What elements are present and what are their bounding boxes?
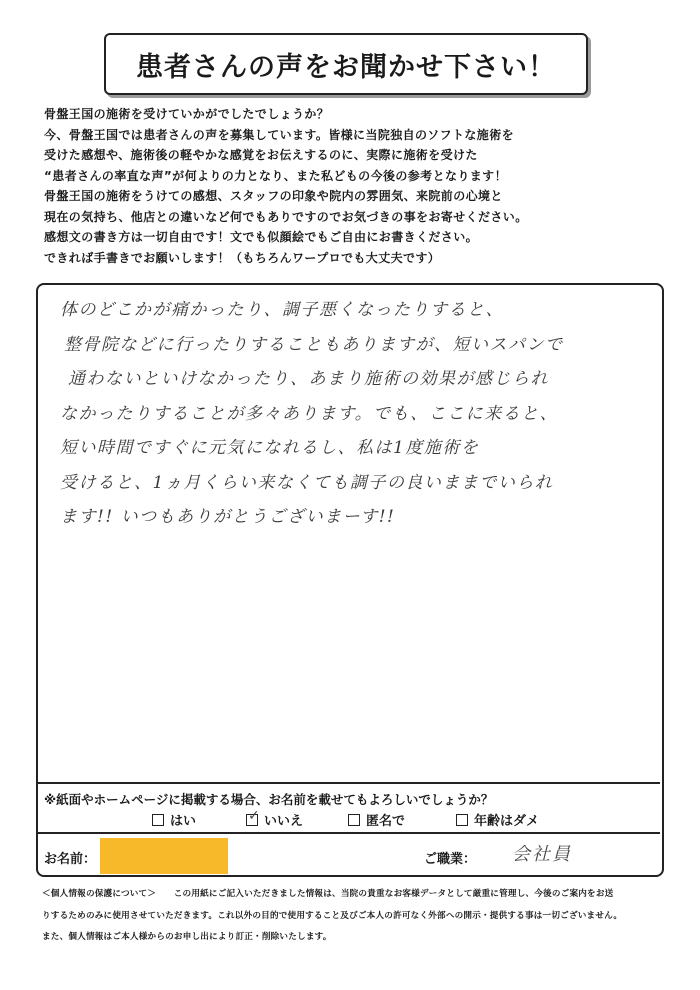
privacy-line: りするためのみに使用させていただきます。これ以外の目的で使用すること及びご本人の許可なく外部への開示・提供する事は一切ございません。 bbox=[42, 910, 623, 921]
option-label: いいえ bbox=[264, 814, 304, 829]
name-redaction bbox=[100, 838, 228, 874]
comment-line: 受けると、1ヵ月くらい来なくても調子の良いままでいられ bbox=[60, 472, 554, 493]
option-label: はい bbox=[170, 814, 197, 829]
consent-options bbox=[0, 807, 700, 830]
intro-text bbox=[44, 104, 674, 268]
occupation-value: 会社員 bbox=[512, 844, 572, 865]
intro-line: 骨盤王国の施術をうけての感想、スタッフの印象や院内の雰囲気、来院前の心境と bbox=[44, 189, 503, 203]
intro-line: 受けた感想や、施術後の軽やかな感覚をお伝えするのに、実際に施術を受けた bbox=[44, 148, 478, 162]
handwritten-comment bbox=[60, 293, 660, 535]
intro-line: 現在の気持ち、他店との違いなど何でもありですのでお気づきの事をお寄せください。 bbox=[44, 209, 528, 224]
privacy-line: ＜個人情報の保護について＞ この用紙にご記入いただきました情報は、当院の貴重なお客様データとして厳重に管理し、今後のご案内をお送 bbox=[42, 889, 614, 899]
option-anonymous[interactable] bbox=[348, 810, 405, 829]
comment-line: 整骨院などに行ったりすることもありますが、短いスパンで bbox=[64, 334, 564, 355]
consent-question: ※紙面やホームページに掲載する場合、お名前を載せてもよろしいでしょうか？ bbox=[44, 792, 494, 807]
checkbox[interactable] bbox=[246, 807, 260, 826]
option-iie[interactable] bbox=[246, 807, 304, 829]
option-no-age[interactable] bbox=[456, 810, 539, 829]
divider bbox=[36, 782, 660, 784]
intro-line: 今、骨盤王国では患者さんの声を募集しています。皆様に当院独自のソフトな施術を bbox=[44, 127, 515, 142]
check-mark-icon: ✓ bbox=[248, 807, 260, 824]
intro-line: 感想文の書き方は一切自由です！文でも似顔絵でもご自由にお書きください。 bbox=[44, 230, 479, 244]
privacy-notice bbox=[42, 884, 662, 949]
occupation-label: ご職業： bbox=[424, 852, 477, 867]
name-label: お名前： bbox=[44, 852, 97, 867]
page-title: 患者さんの声をお聞かせ下さい！ bbox=[136, 51, 556, 83]
intro-line: 骨盤王国の施術を受けていかがでしたでしょうか？ bbox=[44, 107, 330, 121]
comment-line: ます!! いつもありがとうございまーす!! bbox=[60, 507, 396, 527]
option-label: 匿名で bbox=[366, 814, 406, 829]
comment-line: なかったりすることが多々あります。でも、ここに来ると、 bbox=[60, 403, 559, 424]
divider bbox=[36, 832, 660, 834]
intro-line: “患者さんの率直な声”が何よりの力となり、また私どもの今後の参考となります！ bbox=[44, 168, 507, 183]
checkbox[interactable] bbox=[456, 814, 468, 826]
intro-line: できれば手書きでお願いします！（もちろんワープロでも大丈夫です） bbox=[44, 250, 441, 265]
checkbox[interactable] bbox=[152, 814, 164, 826]
comment-line: 通わないといけなかったり、あまり施術の効果が感じられ bbox=[68, 369, 549, 389]
title-box bbox=[104, 33, 588, 95]
option-label: 年齢はダメ bbox=[474, 814, 540, 829]
option-hai[interactable] bbox=[152, 810, 196, 829]
comment-line: 体のどこかが痛かったり、調子悪くなったりすると、 bbox=[60, 300, 504, 320]
comment-line: 短い時間ですぐに元気になれるし、私は1度施術を bbox=[60, 438, 480, 458]
checkbox[interactable] bbox=[348, 814, 360, 826]
privacy-line: また、個人情報はご本人様からのお申し出により訂正・削除いたします。 bbox=[42, 932, 332, 942]
